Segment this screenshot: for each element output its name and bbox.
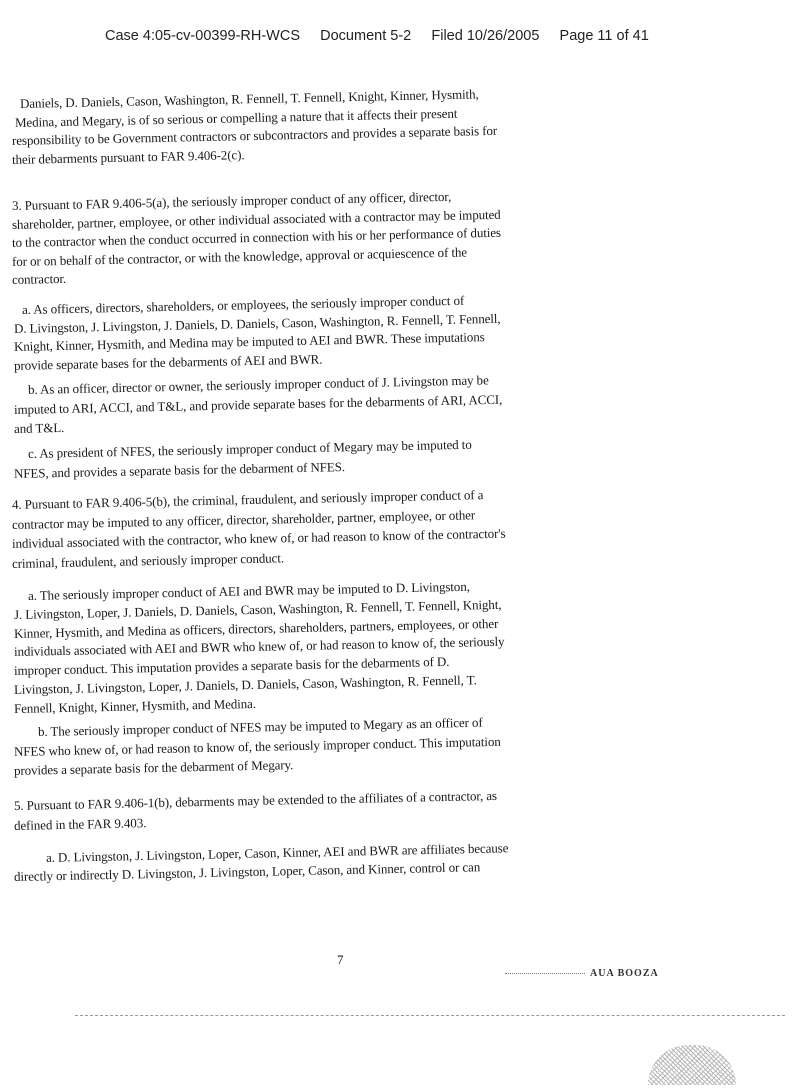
text-line: Daniels, D. Daniels, Cason, Washington, R. Fennell, T. Fennell, Knight, Kinner, Hysmith,	[19, 86, 479, 111]
fax-stamp: AUA BOOZA	[590, 968, 659, 979]
text-line: provide separate bases for the debarments of AEI and BWR.	[13, 351, 323, 373]
scan-rule-line	[75, 1015, 785, 1016]
text-line: Kinner, Hysmith, and Medina as officers, directors, shareholders, partners, employees, or other	[13, 615, 499, 641]
text-line: provides a separate basis for the debarment of Megary.	[13, 757, 294, 778]
text-line: c. As president of NFES, the seriously improper conduct of Megary may be imputed to	[27, 436, 472, 461]
text-line: NFES who knew of, or had reason to know of, the seriously improper conduct. This imputation	[13, 733, 501, 759]
fax-dotted-line	[505, 973, 585, 974]
text-line: a. The seriously improper conduct of AEI and BWR may be imputed to D. Livingston,	[27, 578, 470, 603]
text-line: Fennell, Knight, Kinner, Hysmith, and Medina.	[13, 695, 257, 716]
text-line: NFES, and provides a separate basis for the debarment of NFES.	[13, 458, 346, 481]
text-line: a. D. Livingston, J. Livingston, Loper, Cason, Kinner, AEI and BWR are affiliates because	[45, 840, 509, 865]
text-line: J. Livingston, Loper, J. Daniels, D. Daniels, Cason, Washington, R. Fennell, T. Fennell, Knight,	[13, 596, 502, 622]
text-line: Knight, Kinner, Hysmith, and Medina may be imputed to AEI and BWR. These imputations	[13, 329, 485, 354]
text-line: b. The seriously improper conduct of NFES may be imputed to Megary as an officer of	[37, 714, 483, 739]
text-line: 3. Pursuant to FAR 9.406-5(a), the seriously improper conduct of any officer, director,	[11, 188, 452, 213]
text-line: improper conduct. This imputation provides a separate basis for the debarments of D.	[13, 654, 450, 679]
case-header: Case 4:05-cv-00399-RH-WCS Document 5-2 Filed 10/26/2005 Page 11 of 41	[105, 28, 649, 44]
text-line: 5. Pursuant to FAR 9.406-1(b), debarments may be extended to the affiliates of a contractor, as	[13, 787, 498, 813]
text-line: criminal, fraudulent, and seriously improper conduct.	[11, 549, 285, 571]
text-line: 4. Pursuant to FAR 9.406-5(b), the criminal, fraudulent, and seriously improper conduct of a	[11, 487, 484, 512]
page-number: 7	[337, 952, 344, 967]
text-line: D. Livingston, J. Livingston, J. Daniels, D. Daniels, Cason, Washington, R. Fennell, T. Fennell,	[13, 310, 501, 336]
text-line: contractor may be imputed to any officer, director, shareholder, partner, employee, or other	[11, 506, 476, 532]
text-line: imputed to ARI, ACCI, and T&L, and provide separate bases for the debarments of ARI, ACCI,	[13, 391, 503, 417]
text-line: for or on behalf of the contractor, or with the knowledge, approval or acquiescence of the	[11, 243, 468, 269]
text-line: to the contractor when the conduct occurred in connection with his or her performance of duties	[11, 224, 502, 250]
text-line: contractor.	[11, 270, 67, 287]
text-line: and T&L.	[13, 419, 65, 436]
text-line: individuals associated with AEI and BWR who knew of, or had reason to know of, the seriously	[13, 634, 505, 660]
text-line: their debarments pursuant to FAR 9.406-2(c).	[11, 146, 245, 167]
text-line: Livingston, J. Livingston, Loper, J. Daniels, D. Daniels, Cason, Washington, R. Fennell, T.	[13, 672, 477, 697]
text-line: defined in the FAR 9.403.	[13, 814, 147, 833]
text-line: responsibility to be Government contractors or subcontractors and provides a separate basis for	[11, 122, 498, 148]
text-line: Medina, and Megary, is of so serious or compelling a nature that it affects their present	[14, 105, 458, 130]
text-line: b. As an officer, director or owner, the seriously improper conduct of J. Livingston may be	[27, 372, 489, 397]
text-line: a. As officers, directors, shareholders, or employees, the seriously improper conduct of	[21, 292, 465, 317]
text-line: shareholder, partner, employee, or other individual associated with a contractor may be imputed	[11, 206, 501, 232]
text-line: directly or indirectly D. Livingston, J. Livingston, Loper, Cason, and Kinner, control or can	[13, 858, 481, 884]
scan-smudge	[648, 1045, 736, 1085]
text-line: individual associated with the contractor, who knew of, or had reason to know of the contractor's	[11, 525, 506, 551]
